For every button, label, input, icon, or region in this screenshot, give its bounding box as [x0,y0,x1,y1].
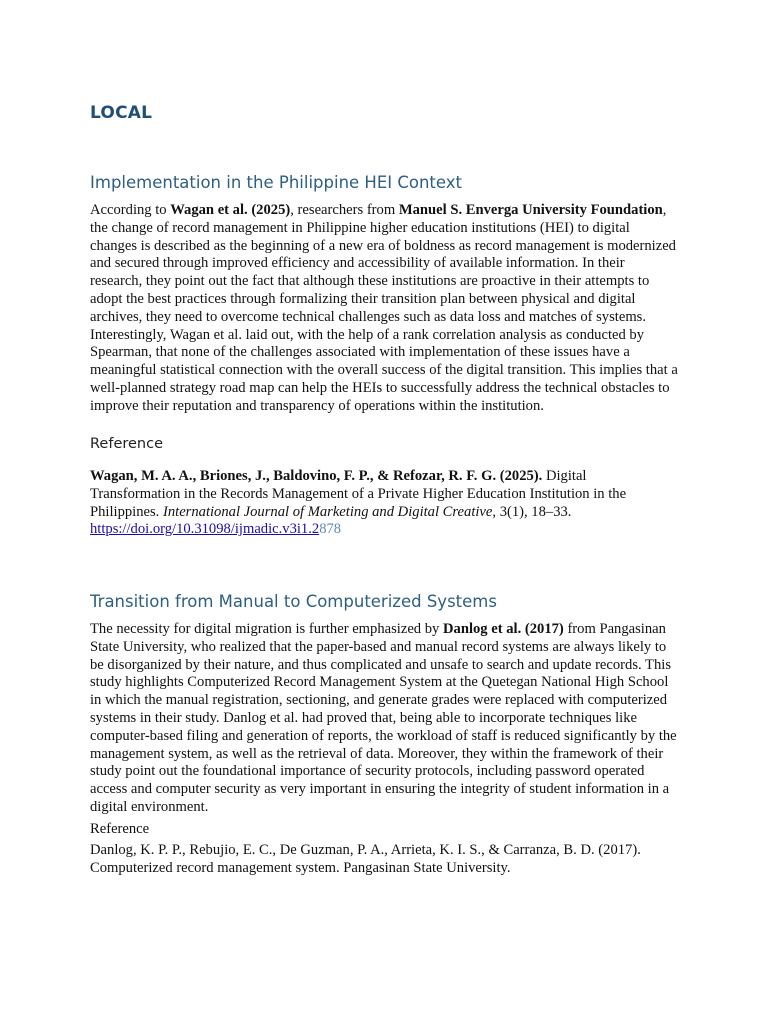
section-title-transition: Transition from Manual to Computerized Systems [90,592,497,611]
cited-author: Wagan et al. (2025) [170,202,291,218]
reference-journal: International Journal of Marketing and Digital Creative [162,503,493,520]
reference-label: Reference [90,821,150,837]
paragraph-transition [90,621,680,817]
reference-volume: , 3(1), 18–33. [492,503,572,520]
para-body-text: , the change of record management in Philippine higher education institutions (HEI) to digital changes is described as the beginning of a new era of boldness as record management is modernized and secured through improved efficiency and accessibility of available information. In their research, they point out the fact that although these institutions are proactive in their attempts to adopt the best practices through formalizing their transition plan between physical and digital archives, they need to overcome technical challenges such as data loss and matches of systems. Interestingly, Wagan et al. laid out, with the help of a rank correlation analysis as conducted by Spearman, that none of the challenges associated with implementation of these issues have a meaningful statistical connection with the overall success of the digital transition. This implies that a well-planned strategy road map can help the HEIs to successfully address the technical obstacles to improve their reputation and transparency of operations within the institution. [90,202,678,414]
section-title-implementation: Implementation in the Philippine HEI Context [90,173,462,192]
para-lead-text: The necessity for digital migration is further emphasized by [90,621,443,637]
cited-author: Danlog et al. (2017) [443,621,564,637]
reference-entry-danlog: Danlog, K. P. P., Rebujio, E. C., De Guzman, P. A., Arrieta, K. I. S., & Carranza, B. D. (2017). Computerized record management system. Pangasinan State University. [90,842,641,876]
reference-entry-wagan [90,468,680,539]
reference-authors: Wagan, M. A. A., Briones, J., Baldovino, F. P., & Refozar, R. F. G. (2025). [90,468,543,484]
reference-label: Reference [90,436,164,452]
para-body-text: from Pangasinan State University, who realized that the paper-based and manual record systems are always likely to be disorganized by their nature, and thus complicated and unsafe to search and update records. This study highlights Computerized Record Management System at the Quetegan National High School in which the manual registration, sectioning, and generate grades were replaced with computerized systems in their study. Danlog et al. had proved that, being able to incorporate techniques like computer-based filing and generation of reports, the workload of staff is reduced significantly by the management system, as well as the retrieval of data. Moreover, they within the framework of their study point out the foundational importance of security protocols, including password operated access and computer security as very important in ensuring the integrity of student information in a digital environment. [90,621,677,815]
doi-link[interactable] [90,521,319,537]
doi-link-tail: 878 [319,521,342,538]
doi-link-text: https://doi.org/10.31098/ijmadic.v3i1.2 [90,521,320,538]
cited-institution: Manuel S. Enverga University Foundation [398,202,663,218]
section-heading-local: LOCAL [90,103,153,123]
para-lead-text: According to [90,202,171,218]
paragraph-implementation [90,202,680,416]
reference-title: Digital Transformation in the Records Management of a Private Higher Education Institution in the Philippines. [90,468,627,520]
para-mid-text: , researchers from [290,202,399,218]
